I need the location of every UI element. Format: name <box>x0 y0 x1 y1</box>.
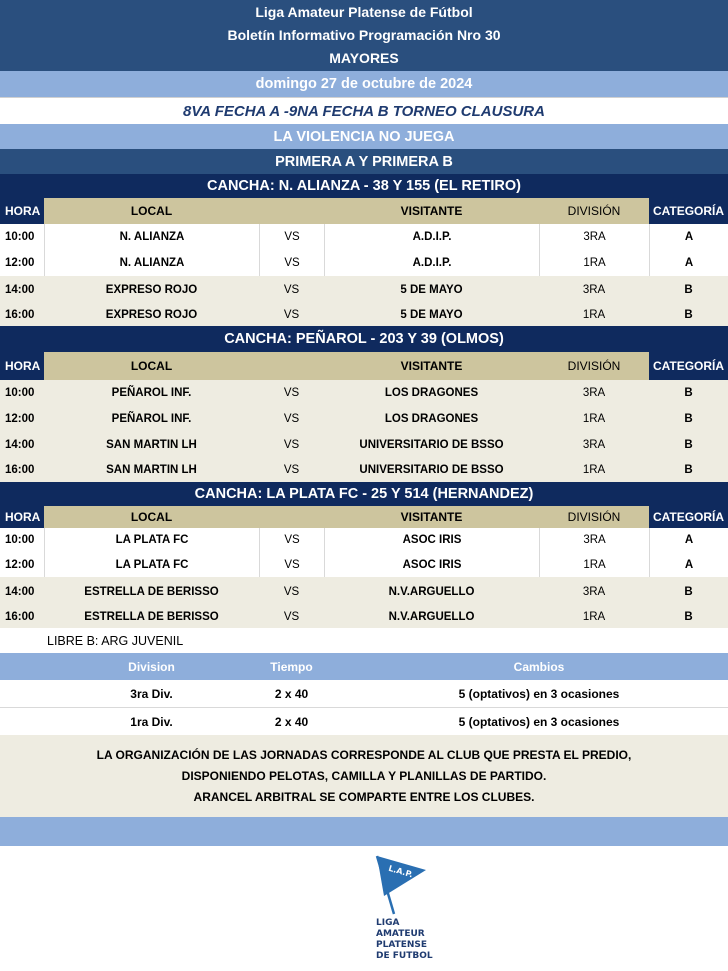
match-categoria: A <box>649 528 728 552</box>
match-hora: 14:00 <box>5 585 35 598</box>
match-visitante: A.D.I.P. <box>324 250 539 276</box>
col-hora: HORA <box>0 506 44 528</box>
match-division: 1RA <box>582 413 606 425</box>
match-local: LA PLATA FC <box>44 552 259 577</box>
col-division: DIVISIÓN <box>567 359 621 373</box>
note-line: LA ORGANIZACIÓN DE LAS JORNADAS CORRESPONDE AL CLUB QUE PRESTA EL PREDIO, <box>96 747 632 762</box>
match-local: N. ALIANZA <box>44 250 259 276</box>
note-line: ARANCEL ARBITRAL SE COMPARTE ENTRE LOS CLUBES. <box>193 789 535 804</box>
match-local: SAN MARTIN LH <box>106 439 197 451</box>
match-visitante: N.V.ARGUELLO <box>388 585 475 598</box>
match-vs: VS <box>259 528 324 552</box>
match-local: PEÑAROL INF. <box>111 387 192 399</box>
table-row <box>0 577 728 606</box>
match-visitante: ASOC IRIS <box>324 528 539 552</box>
info-division: 3ra Div. <box>130 686 173 701</box>
info-table-header <box>0 653 728 680</box>
match-categoria: B <box>684 309 693 321</box>
info-col-cambios: Cambios <box>513 659 565 674</box>
match-categoria: A <box>649 250 728 276</box>
bulletin-header <box>0 0 728 71</box>
table-row <box>0 224 728 251</box>
match-vs: VS <box>283 439 300 451</box>
match-categoria: B <box>684 439 693 451</box>
tournament-round: 8VA FECHA A -9NA FECHA B TORNEO CLAUSURA <box>0 97 728 124</box>
bulletin-title: Boletín Informativo Programación Nro 30 <box>227 27 501 43</box>
table-row <box>0 432 728 458</box>
match-hora: 16:00 <box>5 309 35 321</box>
match-hora: 14:00 <box>5 284 35 296</box>
match-categoria: B <box>684 611 693 623</box>
match-division: 1RA <box>582 309 606 321</box>
match-division: 3RA <box>539 224 649 250</box>
category-title: MAYORES <box>329 50 399 66</box>
table-header-row <box>0 506 728 528</box>
col-vs <box>259 506 324 528</box>
col-local: LOCAL <box>130 359 173 373</box>
match-visitante: UNIVERSITARIO DE BSSO <box>359 464 504 476</box>
table-row <box>0 458 728 482</box>
match-vs: VS <box>283 413 300 425</box>
slogan-banner: LA VIOLENCIA NO JUEGA <box>0 124 728 149</box>
info-col-tiempo: Tiempo <box>270 659 313 674</box>
logo-line: DE FUTBOL <box>376 951 433 961</box>
table-row <box>0 406 728 432</box>
info-tiempo: 2 x 40 <box>274 686 309 701</box>
match-vs: VS <box>283 464 300 476</box>
match-local: SAN MARTIN LH <box>106 464 197 476</box>
match-division: 3RA <box>582 284 606 296</box>
match-local: EXPRESO ROJO <box>105 309 198 321</box>
match-vs: VS <box>259 250 324 276</box>
match-division: 1RA <box>582 464 606 476</box>
logo-line: AMATEUR <box>376 929 425 939</box>
match-hora: 14:00 <box>5 439 35 451</box>
match-division: 3RA <box>582 585 606 598</box>
table-row <box>0 380 728 406</box>
match-local: LA PLATA FC <box>44 528 259 552</box>
cancha-title-2: CANCHA: PEÑAROL - 203 Y 39 (OLMOS) <box>0 326 728 352</box>
col-categoria: CATEGORÍA <box>649 198 728 224</box>
info-row <box>0 680 728 708</box>
match-visitante: LOS DRAGONES <box>384 413 479 425</box>
logo-line: PLATENSE <box>376 940 428 950</box>
match-hora: 10:00 <box>5 387 35 399</box>
cancha-title-3: CANCHA: LA PLATA FC - 25 Y 514 (HERNANDEZ) <box>0 482 728 506</box>
table-header-row <box>0 198 728 224</box>
libre-text: LIBRE B: ARG JUVENIL <box>47 633 184 648</box>
league-name: Liga Amateur Platense de Fútbol <box>255 4 473 20</box>
league-logo <box>364 852 444 970</box>
note-line: DISPONIENDO PELOTAS, CAMILLA Y PLANILLAS DE PARTIDO. <box>181 768 547 783</box>
match-categoria: B <box>684 585 693 598</box>
col-vs <box>259 352 324 380</box>
match-local: EXPRESO ROJO <box>105 284 198 296</box>
match-visitante: 5 DE MAYO <box>400 309 463 321</box>
col-visitante: VISITANTE <box>400 510 463 524</box>
table-header-row <box>0 352 728 380</box>
table-row <box>0 276 728 304</box>
organization-note <box>0 735 728 817</box>
match-division: 3RA <box>582 387 606 399</box>
match-local: N. ALIANZA <box>44 224 259 250</box>
match-visitante: A.D.I.P. <box>324 224 539 250</box>
col-categoria: CATEGORÍA <box>649 506 728 528</box>
match-vs: VS <box>283 387 300 399</box>
col-hora: HORA <box>0 198 44 224</box>
libre-row <box>0 628 728 653</box>
match-hora: 10:00 <box>5 231 35 243</box>
col-division: DIVISIÓN <box>567 510 621 524</box>
match-visitante: UNIVERSITARIO DE BSSO <box>359 439 504 451</box>
footer-strip <box>0 817 728 846</box>
match-visitante: N.V.ARGUELLO <box>388 611 475 623</box>
match-categoria: A <box>649 552 728 577</box>
match-division: 1RA <box>539 250 649 276</box>
match-vs: VS <box>283 611 300 623</box>
match-hora: 10:00 <box>5 534 35 546</box>
match-visitante: ASOC IRIS <box>324 552 539 577</box>
flag-text: L.A.P. <box>387 863 414 880</box>
table-row <box>0 552 728 578</box>
info-col-division: Division <box>128 659 175 674</box>
match-hora: 16:00 <box>5 464 35 476</box>
col-visitante: VISITANTE <box>400 204 463 218</box>
info-division: 1ra Div. <box>130 714 173 729</box>
match-local: PEÑAROL INF. <box>111 413 192 425</box>
cancha-title-1: CANCHA: N. ALIANZA - 38 Y 155 (EL RETIRO) <box>0 174 728 198</box>
match-local: ESTRELLA DE BERISSO <box>84 611 219 623</box>
match-categoria: B <box>684 413 693 425</box>
match-categoria: B <box>684 284 693 296</box>
match-division: 3RA <box>539 528 649 552</box>
col-local: LOCAL <box>130 204 173 218</box>
match-vs: VS <box>259 224 324 250</box>
match-vs: VS <box>259 552 324 577</box>
match-hora: 16:00 <box>5 611 35 623</box>
info-tiempo: 2 x 40 <box>274 714 309 729</box>
match-date: domingo 27 de octubre de 2024 <box>0 71 728 97</box>
match-categoria: B <box>684 464 693 476</box>
match-hora: 12:00 <box>5 257 35 269</box>
match-vs: VS <box>283 284 300 296</box>
match-visitante: 5 DE MAYO <box>400 284 463 296</box>
table-row <box>0 250 728 277</box>
match-categoria: B <box>684 387 693 399</box>
match-hora: 12:00 <box>5 558 35 571</box>
match-categoria: A <box>649 224 728 250</box>
match-visitante: LOS DRAGONES <box>384 387 479 399</box>
table-row <box>0 304 728 326</box>
match-division: 3RA <box>582 439 606 451</box>
col-division: DIVISIÓN <box>567 204 621 218</box>
match-vs: VS <box>283 309 300 321</box>
info-cambios: 5 (optativos) en 3 ocasiones <box>458 686 620 701</box>
col-visitante: VISITANTE <box>400 359 463 373</box>
logo-line: LIGA <box>376 918 400 928</box>
col-hora: HORA <box>0 352 44 380</box>
match-hora: 12:00 <box>5 413 35 425</box>
col-local: LOCAL <box>130 510 173 524</box>
match-local: ESTRELLA DE BERISSO <box>84 585 219 598</box>
match-division: 1RA <box>539 552 649 577</box>
info-cambios: 5 (optativos) en 3 ocasiones <box>458 714 620 729</box>
info-row <box>0 708 728 736</box>
table-row <box>0 606 728 628</box>
division-banner: PRIMERA A Y PRIMERA B <box>0 149 728 174</box>
col-categoria: CATEGORÍA <box>649 352 728 380</box>
match-vs: VS <box>283 585 300 598</box>
col-vs <box>259 198 324 224</box>
match-division: 1RA <box>582 611 606 623</box>
table-row <box>0 528 728 553</box>
